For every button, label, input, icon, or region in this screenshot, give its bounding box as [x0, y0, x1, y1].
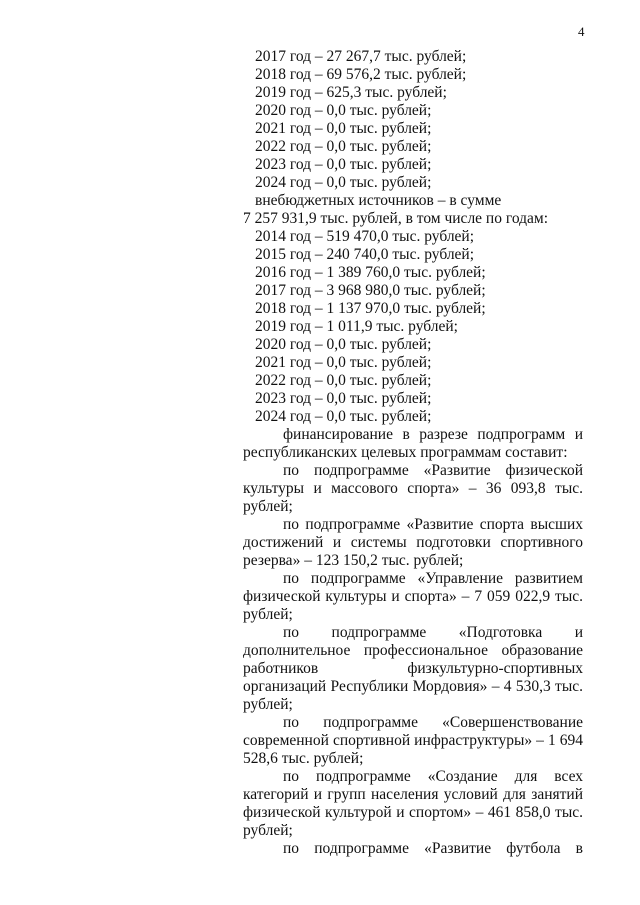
- year-line: 2015 год – 240 740,0 тыс. рублей;: [255, 246, 475, 263]
- year-line: 2014 год – 519 470,0 тыс. рублей;: [255, 228, 475, 245]
- year-line: 2022 год – 0,0 тыс. рублей;: [255, 138, 432, 155]
- subprogram-item: по подпрограмме «Подготовка и дополнительное профессиональное образование работников физкультурно-спортивных организаций Республики Мордовия» – 4 530,3 тыс. рублей;: [243, 624, 583, 713]
- subprogram-item: по подпрограмме «Управление развитием физической культуры и спорта» – 7 059 022,9 тыс. рублей;: [243, 570, 583, 623]
- year-line: 2019 год – 1 011,9 тыс. рублей;: [255, 318, 458, 335]
- year-line: 2019 год – 625,3 тыс. рублей;: [255, 84, 447, 101]
- subprogram-item: по подпрограмме «Создание для всех категорий и групп населения условий для занятий физической культурой и спортом» – 461 858,0 тыс. рублей;: [243, 768, 583, 839]
- year-line: 2018 год – 1 137 970,0 тыс. рублей;: [255, 300, 486, 317]
- year-line: 2021 год – 0,0 тыс. рублей;: [255, 354, 432, 371]
- subprogram-item: по подпрограмме «Развитие футбола в: [283, 840, 583, 857]
- year-line: 2020 год – 0,0 тыс. рублей;: [255, 336, 432, 353]
- subprogram-item: по подпрограмме «Развитие спорта высших достижений и системы подготовки спортивного резерва» – 123 150,2 тыс. рублей;: [243, 516, 583, 569]
- subprogram-item: по подпрограмме «Развитие физической культуры и массового спорта» – 36 093,8 тыс. рублей;: [243, 462, 583, 515]
- year-line: 2023 год – 0,0 тыс. рублей;: [255, 156, 432, 173]
- year-line: 2017 год – 3 968 980,0 тыс. рублей;: [255, 282, 486, 299]
- year-line: 2017 год – 27 267,7 тыс. рублей;: [255, 48, 467, 65]
- document-body: [243, 48, 583, 858]
- financing-intro: финансирование в разрезе подпрограмм и республиканских целевых программам составит:: [243, 426, 583, 461]
- year-line: 2022 год – 0,0 тыс. рублей;: [255, 372, 432, 389]
- year-line: 2020 год – 0,0 тыс. рублей;: [255, 102, 432, 119]
- offbudget-heading: внебюджетных источников – в сумме: [255, 192, 502, 209]
- year-line: 2024 год – 0,0 тыс. рублей;: [255, 408, 432, 425]
- offbudget-total: 7 257 931,9 тыс. рублей, в том числе по годам:: [243, 210, 549, 227]
- page-number: 4: [578, 24, 585, 39]
- year-line: 2023 год – 0,0 тыс. рублей;: [255, 390, 432, 407]
- year-line: 2024 год – 0,0 тыс. рублей;: [255, 174, 432, 191]
- year-line: 2016 год – 1 389 760,0 тыс. рублей;: [255, 264, 486, 281]
- subprogram-item: по подпрограмме «Совершенствование современной спортивной инфраструктуры» – 1 694 528,6 тыс. рублей;: [243, 714, 583, 767]
- year-line: 2021 год – 0,0 тыс. рублей;: [255, 120, 432, 137]
- year-line: 2018 год – 69 576,2 тыс. рублей;: [255, 66, 467, 83]
